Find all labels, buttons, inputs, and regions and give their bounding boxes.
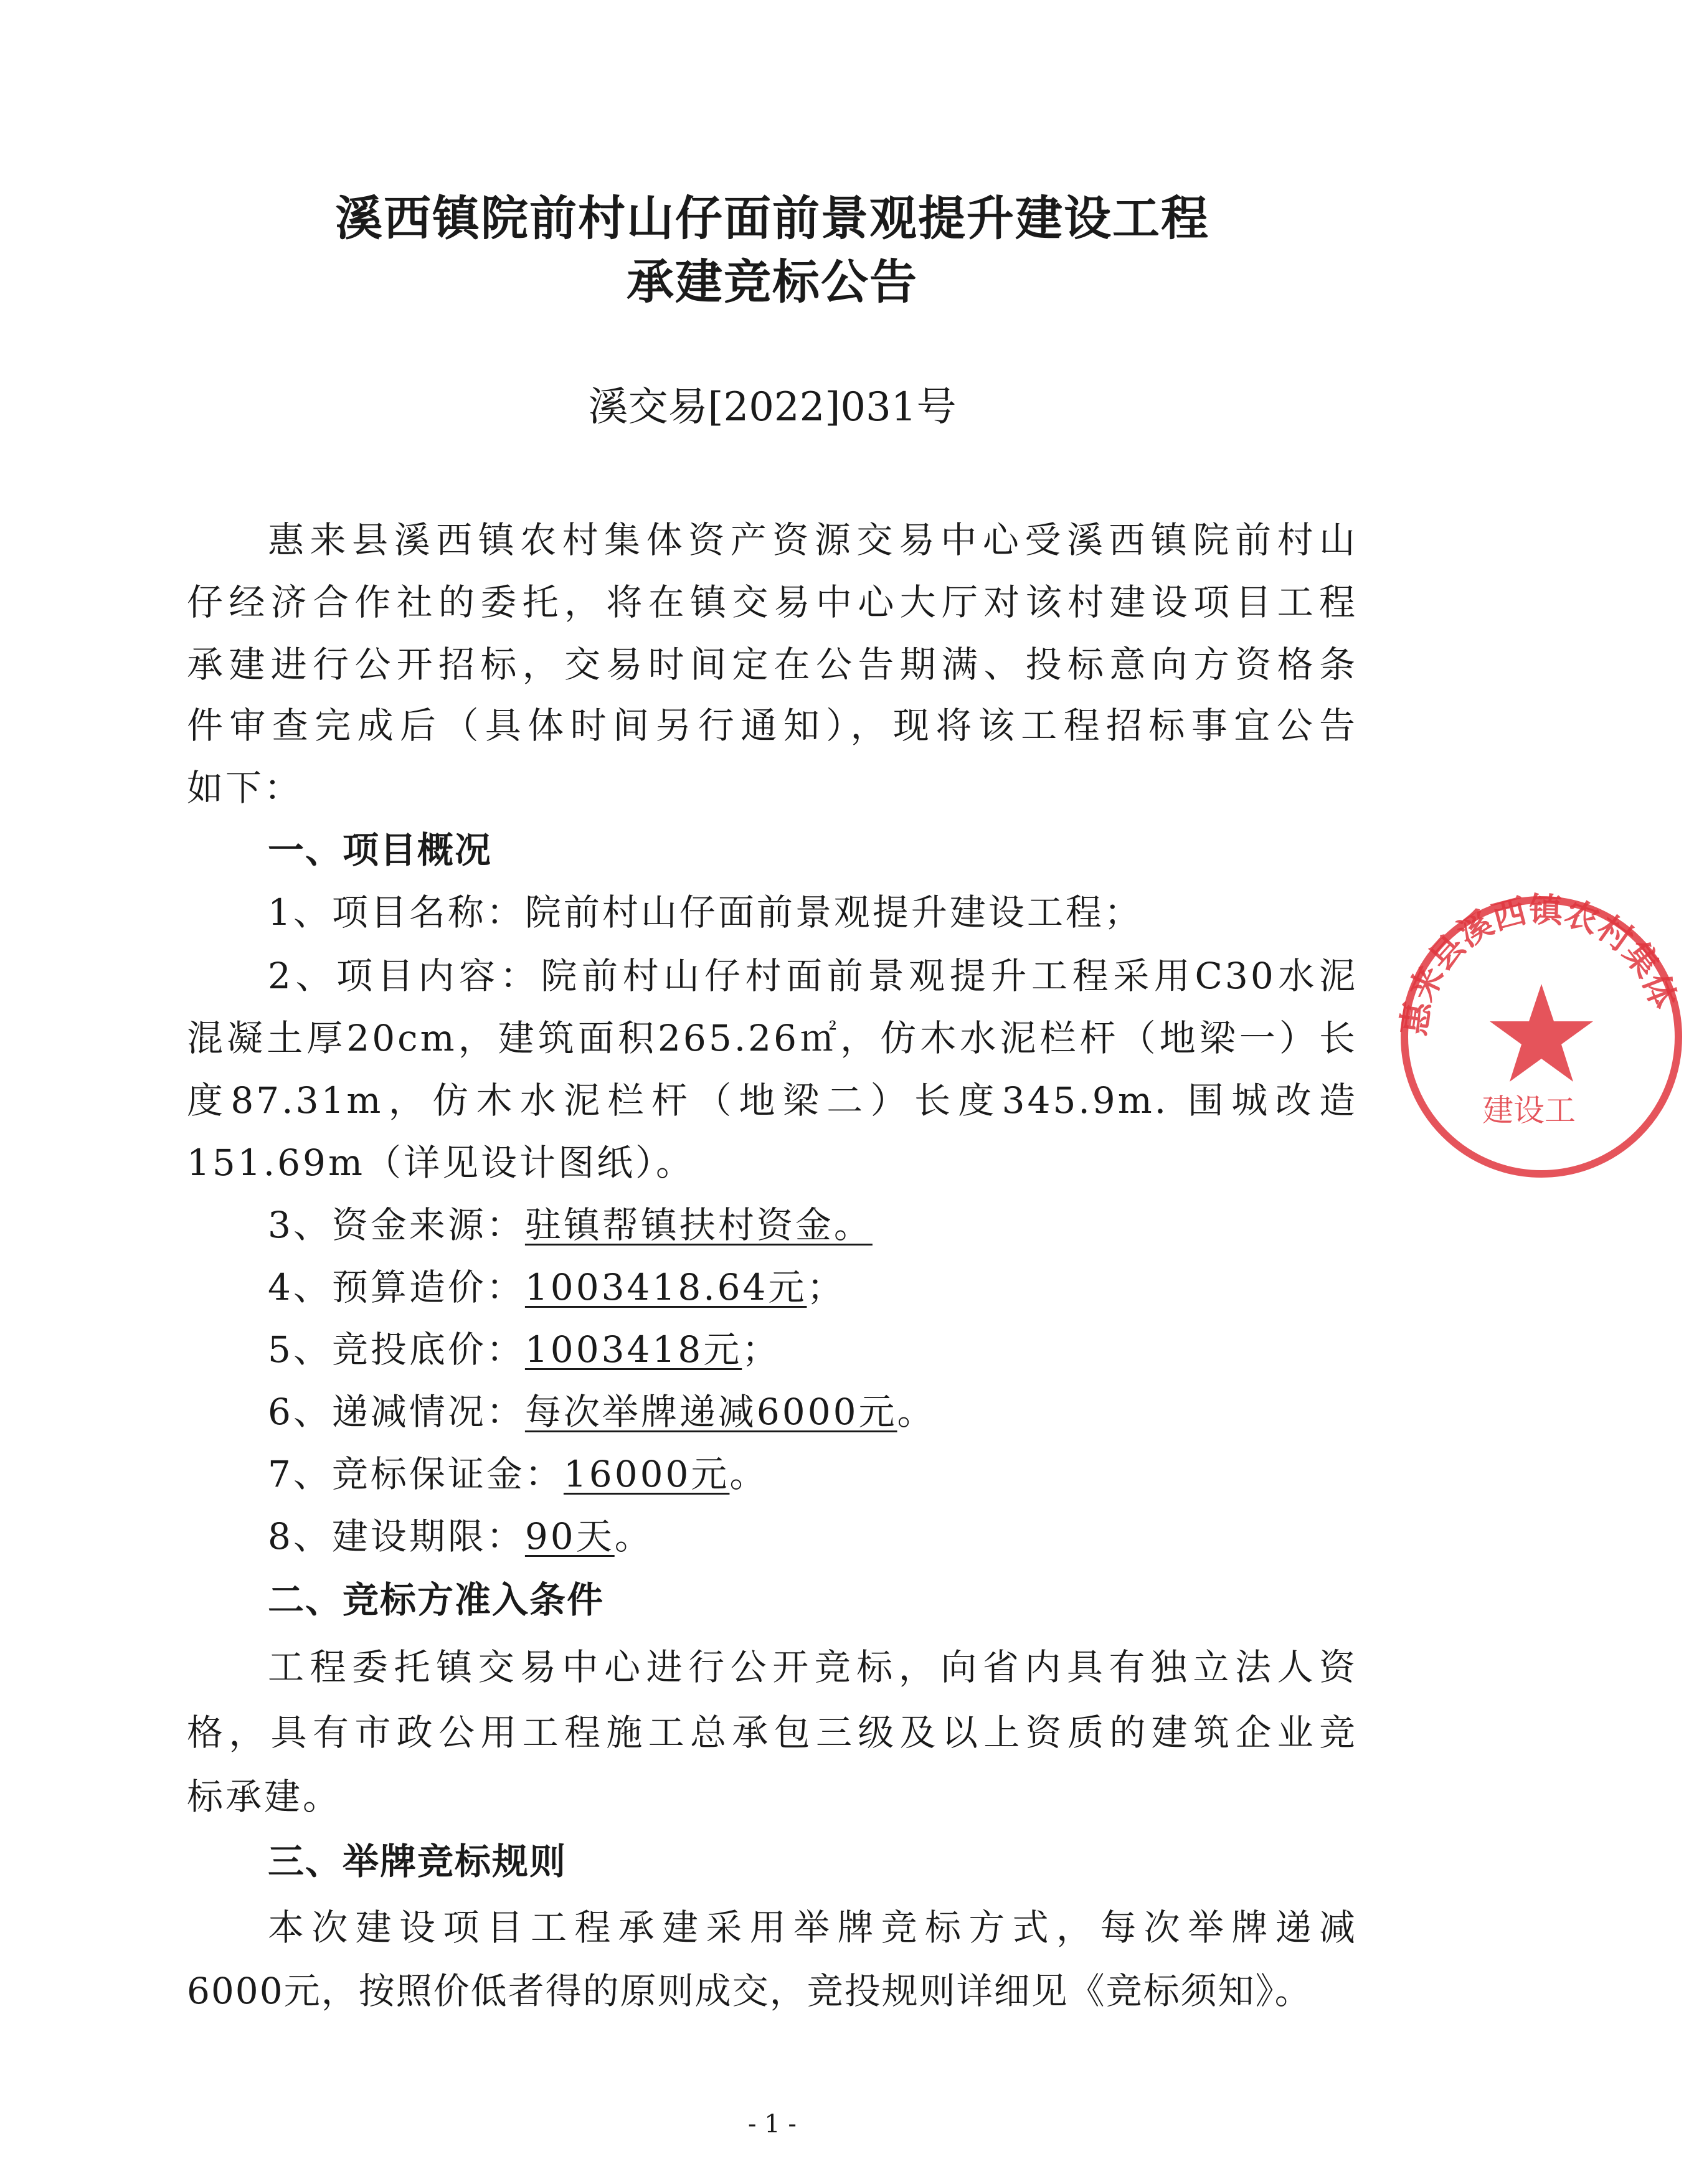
deposit-label: 7、竞标保证金： xyxy=(268,1453,564,1495)
base-price-label: 5、竞投底价： xyxy=(268,1328,525,1371)
base-price-value: 1003418元 xyxy=(524,1328,742,1371)
intro-line-3: 承建进行公开招标，交易时间定在公告期满、投标意向方资格条 xyxy=(187,643,1358,686)
item-project-content-line-4: 151.69m（详见设计图纸）。 xyxy=(187,1142,694,1184)
item-base-price xyxy=(268,1320,1358,1373)
item-project-content-line-1: 2、项目内容：院前村山仔村面前景观提升工程采用C30水泥 xyxy=(268,955,1358,997)
section2-line-1: 工程委托镇交易中心进行公开竞标，向省内具有独立法人资 xyxy=(268,1646,1358,1688)
seal-graphic xyxy=(1395,891,1694,1183)
item-project-content-line-3: 度87.31m，仿木水泥栏杆（地梁二）长度345.9m. 围城改造 xyxy=(187,1079,1358,1122)
intro-line-2: 仔经济合作社的委托，将在镇交易中心大厅对该村建设项目工程 xyxy=(187,581,1358,623)
page-number: - 1 - xyxy=(748,2110,797,2139)
item-fund-source xyxy=(268,1196,1358,1248)
intro-line-5: 如下： xyxy=(187,767,303,809)
section3-heading: 三、举牌竞标规则 xyxy=(268,1840,567,1883)
deposit-suffix: 。 xyxy=(729,1453,769,1495)
section2-heading: 二、竞标方准入条件 xyxy=(268,1579,605,1621)
deposit-value: 16000元 xyxy=(563,1453,730,1495)
section2-line-2: 格，具有市政公用工程施工总承包三级及以上资质的建筑企业竞 xyxy=(187,1711,1358,1754)
budget-value: 1003418.64元 xyxy=(524,1266,807,1308)
budget-suffix: ； xyxy=(807,1266,846,1308)
period-value: 90天 xyxy=(524,1515,615,1558)
item-budget xyxy=(268,1258,1358,1310)
section2-line-3: 标承建。 xyxy=(187,1775,342,1818)
base-price-suffix: ； xyxy=(742,1328,781,1371)
decrement-suffix: 。 xyxy=(897,1391,936,1433)
seal-text-bottom: 建设工 xyxy=(1482,1092,1576,1128)
intro-line-4: 件审查完成后（具体时间另行通知），现将该工程招标事宜公告 xyxy=(187,704,1358,747)
budget-label: 4、预算造价： xyxy=(268,1266,525,1308)
decrement-value: 每次举牌递减6000元 xyxy=(524,1391,897,1433)
section3-line-2: 6000元，按照价低者得的原则成交，竞投规则详细见《竞标须知》。 xyxy=(187,1970,1312,2012)
period-suffix: 。 xyxy=(614,1515,653,1558)
item-deposit xyxy=(268,1445,1358,1497)
section1-heading: 一、项目概况 xyxy=(268,829,493,871)
period-label: 8、建设期限： xyxy=(268,1515,525,1558)
seal-star-icon xyxy=(1490,984,1593,1082)
item-decrement xyxy=(268,1383,1358,1435)
item-project-content-line-2: 混凝土厚20cm，建筑面积265.26㎡，仿木水泥栏杆（地梁一）长 xyxy=(187,1017,1358,1059)
document-title-line2: 承建竞标公告 xyxy=(627,254,918,310)
decrement-label: 6、递减情况： xyxy=(268,1391,525,1433)
document-number: 溪交易[2022]031号 xyxy=(588,384,957,430)
fund-source-label: 3、资金来源： xyxy=(268,1204,525,1246)
fund-source-value: 驻镇帮镇扶村资金。 xyxy=(524,1204,873,1246)
intro-line-1: 惠来县溪西镇农村集体资产资源交易中心受溪西镇院前村山 xyxy=(268,519,1358,561)
section3-line-1: 本次建设项目工程承建采用举牌竞标方式，每次举牌递减 xyxy=(268,1906,1358,1949)
document-title-line1: 溪西镇院前村山仔面前景观提升建设工程 xyxy=(335,191,1209,246)
seal-text-top: 惠来县溪西镇农村集体 xyxy=(1395,891,1685,1038)
official-seal xyxy=(1395,891,1685,1183)
item-construction-period xyxy=(268,1507,1358,1559)
item-project-name: 1、项目名称：院前村山仔面前景观提升建设工程； xyxy=(268,891,1143,934)
